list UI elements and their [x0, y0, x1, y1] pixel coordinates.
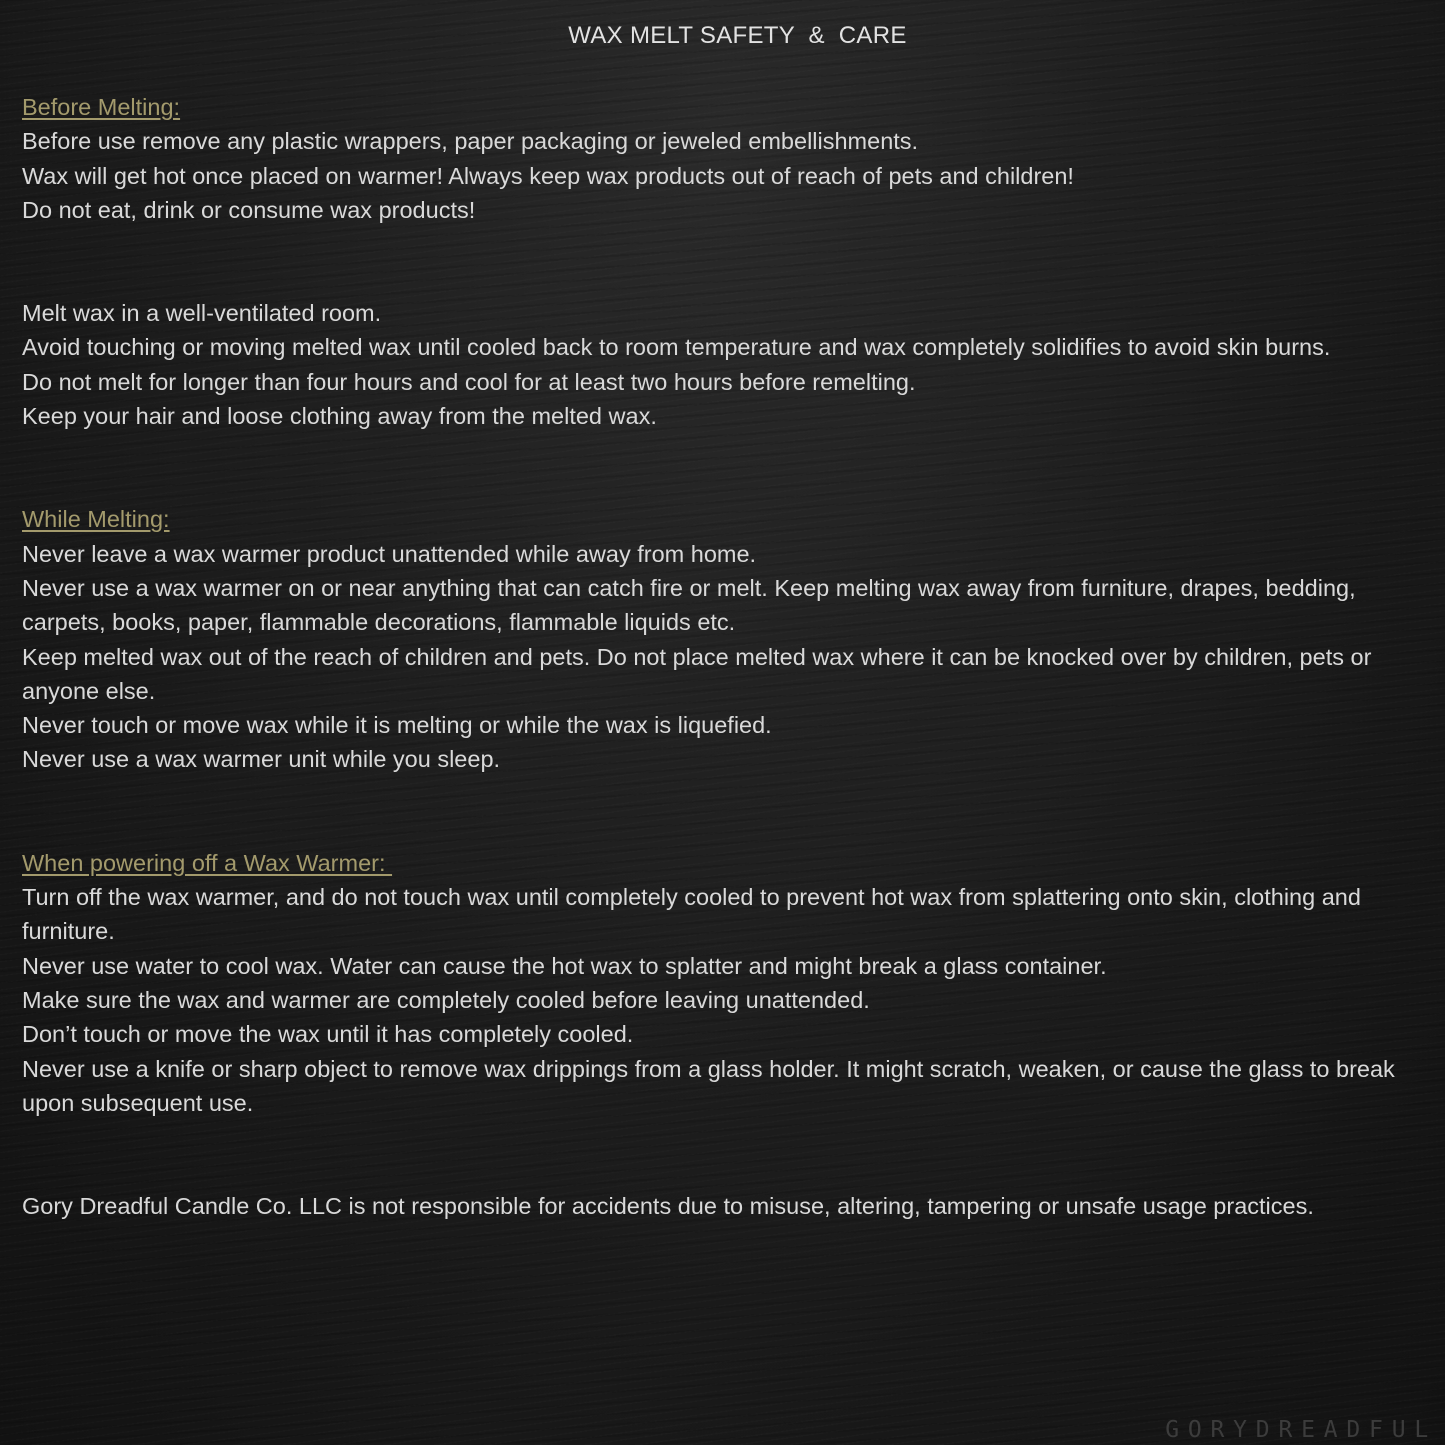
spacer [22, 777, 1440, 846]
section-before-melting [22, 90, 1440, 227]
instruction-line: Never use a wax warmer unit while you sleep. [22, 746, 501, 773]
section-powering-off [22, 846, 1440, 1120]
instruction-line: Make sure the wax and warmer are completely cooled before leaving unattended. [22, 986, 870, 1013]
section-heading: When powering off a Wax Warmer: [22, 849, 393, 876]
instruction-line: Avoid touching or moving melted wax until cooled back to room temperature and wax completely solidifies to avoid skin burns. [22, 334, 1331, 361]
page-title: WAX MELT SAFETY & CARE [568, 22, 907, 49]
instruction-line: Never use a wax warmer on or near anything that can catch fire or melt. Keep melting wax away from furniture, drapes, bedding, carpets, books, paper, flammable decorations, flammable liquids etc. [22, 574, 1356, 636]
instruction-line: Wax will get hot once placed on warmer! Always keep wax products out of reach of pets and children! [22, 162, 1074, 189]
instruction-line: Keep melted wax out of the reach of children and pets. Do not place melted wax where it can be knocked over by children, pets or anyone else. [22, 643, 1372, 704]
brand-watermark: GORYDREADFUL [1165, 1417, 1437, 1443]
instruction-line: Keep your hair and loose clothing away from the melted wax. [22, 403, 657, 430]
instruction-line: Do not eat, drink or consume wax products! [22, 196, 476, 223]
instruction-line: Do not melt for longer than four hours and cool for at least two hours before remelting. [22, 368, 916, 395]
instruction-line: Never leave a wax warmer product unattended while away from home. [22, 540, 757, 567]
instruction-line: Never use a knife or sharp object to remove wax drippings from a glass holder. It might scratch, weaken, or cause the glass to break upon subsequent use. [22, 1055, 1395, 1116]
instruction-line: Don’t touch or move the wax until it has completely cooled. [22, 1021, 634, 1048]
section-general-melting [22, 296, 1440, 433]
spacer [22, 1120, 1440, 1189]
instruction-line: Before use remove any plastic wrappers, paper packaging or jeweled embellishments. [22, 128, 919, 155]
section-heading: Before Melting: [22, 94, 181, 120]
safety-content [22, 90, 1440, 1223]
instruction-line: Never use water to cool wax. Water can cause the hot wax to splatter and might break a glass container. [22, 952, 1107, 979]
section-while-melting [22, 502, 1440, 776]
spacer [22, 433, 1440, 502]
instruction-line: Never touch or move wax while it is melting or while the wax is liquefied. [22, 712, 772, 739]
instruction-line: Melt wax in a well-ventilated room. [22, 300, 382, 327]
instruction-line: Turn off the wax warmer, and do not touch wax until completely cooled to prevent hot wax from splattering onto skin, clothing and furniture. [22, 884, 1361, 945]
disclaimer: Gory Dreadful Candle Co. LLC is not responsible for accidents due to misuse, altering, tampering or unsafe usage practices. [22, 1193, 1314, 1220]
spacer [22, 227, 1440, 296]
section-heading: While Melting: [22, 506, 170, 533]
